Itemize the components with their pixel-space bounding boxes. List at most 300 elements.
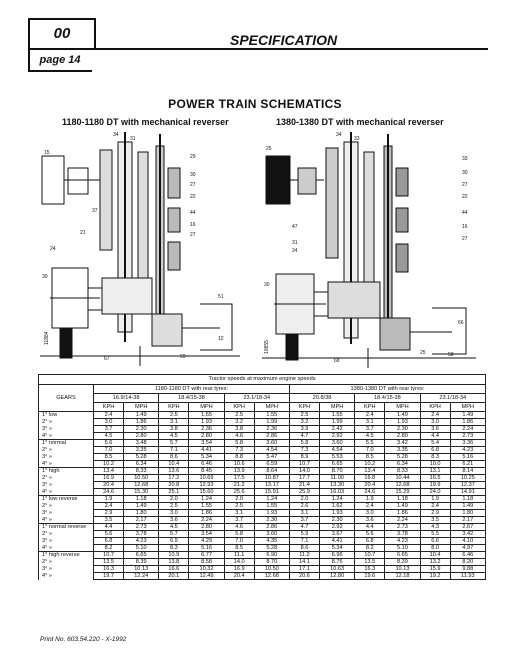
- gear-label: 1° low: [39, 412, 94, 419]
- speed-cell: 7.3: [224, 447, 254, 454]
- table-row: [39, 489, 486, 496]
- svg-text:16: 16: [462, 224, 468, 230]
- speed-cell: 4.29: [189, 538, 224, 545]
- speed-cell: 4.5: [159, 433, 189, 440]
- table-row: [39, 524, 486, 531]
- speed-cell: 10.6: [224, 461, 254, 468]
- speed-cell: 4.5: [355, 433, 385, 440]
- speed-cell: 8.70: [320, 468, 355, 475]
- speed-cell: 8.2: [94, 545, 124, 552]
- speed-cell: 10.32: [189, 566, 224, 573]
- speed-cell: 1.86: [385, 510, 420, 517]
- speed-cell: 16.8: [355, 475, 385, 482]
- speed-cell: 1.49: [450, 412, 485, 419]
- speed-cell: 2.36: [254, 426, 289, 433]
- speed-cell: 3.6: [420, 426, 450, 433]
- speed-cell: 1.9: [94, 496, 124, 503]
- speed-cell: 3.9: [289, 426, 319, 433]
- speed-cell: 3.42: [450, 531, 485, 538]
- speed-cell: 4.4: [355, 524, 385, 531]
- speed-cell: 5.28: [254, 545, 289, 552]
- svg-text:24: 24: [292, 248, 298, 254]
- speed-cell: 8.9: [289, 454, 319, 461]
- speed-cell: 2.4: [94, 503, 124, 510]
- speed-cell: 11.2: [289, 552, 319, 559]
- speed-cell: 1.62: [320, 503, 355, 510]
- table-row: [39, 433, 486, 440]
- svg-text:27: 27: [190, 232, 196, 238]
- speed-cell: 3.78: [385, 531, 420, 538]
- speed-cell: 3.36: [450, 440, 485, 447]
- svg-text:15: 15: [44, 150, 50, 156]
- speed-cell: 1.86: [124, 419, 159, 426]
- svg-text:34: 34: [336, 132, 342, 138]
- speed-cell: 5.8: [224, 440, 254, 447]
- tyre-header: 18.4/15-38: [159, 394, 224, 403]
- gear-label: 2° »: [39, 419, 94, 426]
- svg-text:34: 34: [113, 132, 119, 138]
- tyre-header: 23.1/18-34: [224, 394, 289, 403]
- speed-cell: 12.68: [254, 573, 289, 580]
- speed-cell: 2.17: [450, 517, 485, 524]
- diagram-right-title: 1380-1380 DT with mechanical reverser: [276, 117, 444, 127]
- speed-cell: 1.86: [450, 419, 485, 426]
- svg-text:30: 30: [42, 274, 48, 280]
- diagram-left-title: 1180-1180 DT with mechanical reverser: [62, 117, 229, 127]
- table-row: [39, 419, 486, 426]
- speed-cell: 12.24: [124, 573, 159, 580]
- speed-cell: 4.10: [450, 538, 485, 545]
- speed-cell: 4.41: [189, 447, 224, 454]
- table-row: [39, 510, 486, 517]
- speed-cell: 1.55: [254, 503, 289, 510]
- speed-cell: 2.4: [420, 503, 450, 510]
- svg-text:30: 30: [462, 170, 468, 176]
- speed-cell: 4.54: [254, 447, 289, 454]
- speed-cell: 1.24: [320, 496, 355, 503]
- speed-cell: 13.30: [320, 482, 355, 489]
- speed-cell: 2.9: [420, 510, 450, 517]
- speed-cell: 3.1: [289, 510, 319, 517]
- speed-cell: 4.6: [224, 524, 254, 531]
- speed-cell: 21.4: [289, 482, 319, 489]
- speed-cell: 25.1: [159, 489, 189, 496]
- speed-cell: 10.50: [124, 475, 159, 482]
- speed-cell: 1.80: [124, 510, 159, 517]
- table-row: [39, 545, 486, 552]
- speed-cell: 10.0: [420, 461, 450, 468]
- speed-cell: 3.0: [420, 419, 450, 426]
- speed-cell: 10.87: [254, 475, 289, 482]
- speed-cell: 8.5: [224, 545, 254, 552]
- speed-table-container: [38, 374, 486, 580]
- table-row: [39, 538, 486, 545]
- table-row: [39, 503, 486, 510]
- speed-cell: 10.2: [355, 461, 385, 468]
- table-row: [39, 461, 486, 468]
- speed-cell: 3.0: [355, 510, 385, 517]
- speed-cell: 2.42: [320, 426, 355, 433]
- speed-cell: 1.49: [124, 503, 159, 510]
- speed-cell: 5.34: [320, 545, 355, 552]
- speed-cell: 17.5: [224, 475, 254, 482]
- speed-cell: 10.13: [124, 566, 159, 573]
- table-row: [39, 552, 486, 559]
- gear-label: 2° »: [39, 503, 94, 510]
- speed-cell: 1.93: [189, 419, 224, 426]
- speed-cell: 6.96: [320, 552, 355, 559]
- speed-cell: 2.80: [124, 433, 159, 440]
- speed-cell: 1.18: [450, 496, 485, 503]
- svg-text:24: 24: [50, 246, 56, 252]
- svg-text:12: 12: [218, 336, 224, 342]
- gear-label: 4° »: [39, 573, 94, 580]
- speed-cell: 2.92: [320, 524, 355, 531]
- speed-cell: 10.4: [420, 552, 450, 559]
- svg-text:30: 30: [190, 172, 196, 178]
- speed-cell: 5.8: [224, 531, 254, 538]
- speed-cell: 10.7: [355, 552, 385, 559]
- speed-cell: 5.9: [289, 531, 319, 538]
- speed-cell: 6.34: [124, 461, 159, 468]
- svg-text:22: 22: [190, 194, 196, 200]
- gear-label: 1° high reverse: [39, 552, 94, 559]
- speed-cell: 13.5: [94, 559, 124, 566]
- speed-cell: 3.7: [355, 426, 385, 433]
- gear-label: 1° normal: [39, 440, 94, 447]
- speed-cell: 8.70: [254, 559, 289, 566]
- speed-cell: 5.16: [189, 545, 224, 552]
- speed-cell: 12.68: [385, 482, 420, 489]
- speed-cell: 10.9: [159, 552, 189, 559]
- speed-cell: 1.55: [189, 412, 224, 419]
- unit-mph-header: MPH: [254, 403, 289, 412]
- svg-text:29: 29: [190, 154, 196, 160]
- speed-cell: 2.24: [189, 517, 224, 524]
- svg-text:33: 33: [462, 156, 468, 162]
- speed-cell: 9.88: [450, 566, 485, 573]
- speed-cell: 5.10: [124, 545, 159, 552]
- speed-cell: 20.6: [289, 573, 319, 580]
- speed-cell: 3.7: [94, 426, 124, 433]
- speed-cell: 10.69: [189, 475, 224, 482]
- speed-cell: 5.53: [320, 454, 355, 461]
- svg-text:22: 22: [462, 194, 468, 200]
- speed-cell: 3.60: [254, 531, 289, 538]
- speed-cell: 8.76: [320, 559, 355, 566]
- speed-cell: 12.37: [450, 482, 485, 489]
- gear-label: 3° »: [39, 510, 94, 517]
- speed-cell: 5.4: [420, 440, 450, 447]
- speed-cell: 8.8: [224, 454, 254, 461]
- speed-cell: 5.34: [189, 454, 224, 461]
- speed-cell: 8.3: [159, 545, 189, 552]
- powertrain-schematic-left: [40, 128, 250, 368]
- speed-cell: 12.18: [385, 573, 420, 580]
- table-row: [39, 426, 486, 433]
- speed-cell: 5.28: [124, 454, 159, 461]
- table-row: [39, 447, 486, 454]
- speed-cell: 2.24: [450, 426, 485, 433]
- speed-cell: 10.4: [159, 461, 189, 468]
- speed-cell: 2.80: [189, 524, 224, 531]
- speed-cell: 8.14: [450, 468, 485, 475]
- table-row: [39, 482, 486, 489]
- speed-cell: 16.6: [159, 566, 189, 573]
- unit-mph-header: MPH: [385, 403, 420, 412]
- speed-cell: 11.93: [450, 573, 485, 580]
- unit-mph-header: MPH: [189, 403, 224, 412]
- speed-cell: 8.64: [254, 468, 289, 475]
- svg-text:16: 16: [190, 222, 196, 228]
- speed-cell: 1.99: [320, 419, 355, 426]
- speed-cell: 6.6: [420, 538, 450, 545]
- svg-text:27: 27: [462, 182, 468, 188]
- speed-cell: 15.9: [420, 566, 450, 573]
- speed-cell: 6.46: [450, 552, 485, 559]
- speed-cell: 10.7: [94, 552, 124, 559]
- gear-label: 3° »: [39, 538, 94, 545]
- speed-cell: 2.80: [385, 433, 420, 440]
- speed-cell: 15.91: [254, 489, 289, 496]
- speed-cell: 5.6: [94, 440, 124, 447]
- speed-cell: 3.1: [159, 419, 189, 426]
- speed-cell: 24.6: [355, 489, 385, 496]
- speed-cell: 4.23: [450, 447, 485, 454]
- speed-cell: 3.67: [320, 531, 355, 538]
- speed-cell: 1.49: [124, 412, 159, 419]
- group2-header: 1380-1380 DT with rear tyres:: [289, 385, 485, 394]
- speed-cell: 8.39: [385, 559, 420, 566]
- speed-cell: 4.7: [289, 433, 319, 440]
- speed-cell: 6.65: [385, 552, 420, 559]
- speed-cell: 5.6: [355, 531, 385, 538]
- speed-cell: 1.49: [450, 503, 485, 510]
- speed-cell: 12.49: [189, 573, 224, 580]
- speed-cell: 11.1: [224, 552, 254, 559]
- speed-cell: 14.1: [289, 559, 319, 566]
- speed-cell: 5.47: [254, 454, 289, 461]
- svg-text:31: 31: [292, 240, 298, 246]
- speed-cell: 2.17: [124, 517, 159, 524]
- gear-label: 3° »: [39, 482, 94, 489]
- unit-kph-header: KPH: [355, 403, 385, 412]
- table-row: [39, 573, 486, 580]
- speed-cell: 3.1: [355, 419, 385, 426]
- speed-cell: 3.35: [385, 447, 420, 454]
- speed-cell: 3.60: [320, 440, 355, 447]
- speed-cell: 7.0: [355, 447, 385, 454]
- speed-cell: 3.8: [159, 426, 189, 433]
- speed-cell: 2.4: [355, 503, 385, 510]
- speed-cell: 20.4: [224, 573, 254, 580]
- page-rule: [28, 70, 92, 72]
- speed-cell: 2.0: [224, 496, 254, 503]
- speed-cell: 12.80: [320, 573, 355, 580]
- speed-cell: 20.8: [159, 482, 189, 489]
- speed-cell: 13.8: [159, 559, 189, 566]
- speed-cell: 13.4: [355, 468, 385, 475]
- speed-cell: 4.3: [420, 524, 450, 531]
- gear-label: 2° »: [39, 475, 94, 482]
- speed-cell: 4.4: [420, 433, 450, 440]
- gears-header: GEARS: [39, 385, 94, 412]
- speed-cell: 6.59: [254, 461, 289, 468]
- speed-cell: 6.21: [450, 461, 485, 468]
- page-number: page 14: [39, 54, 81, 66]
- gear-label: 1° normal reverse: [39, 524, 94, 531]
- speed-cell: 3.60: [254, 440, 289, 447]
- speed-cell: 1.55: [189, 503, 224, 510]
- speed-cell: 2.36: [189, 426, 224, 433]
- speed-cell: 1.9: [355, 496, 385, 503]
- gear-label: 2° »: [39, 559, 94, 566]
- table-row: [39, 517, 486, 524]
- speed-cell: 3.6: [355, 517, 385, 524]
- svg-text:31: 31: [130, 136, 136, 142]
- speed-cell: 4.5: [159, 524, 189, 531]
- section-title: POWER TRAIN SCHEMATICS: [168, 97, 342, 111]
- unit-mph-header: MPH: [124, 403, 159, 412]
- svg-text:37: 37: [92, 208, 98, 214]
- speed-cell: 2.5: [289, 412, 319, 419]
- speed-cell: 5.7: [159, 440, 189, 447]
- svg-text:44: 44: [190, 210, 196, 216]
- speed-cell: 16.5: [420, 475, 450, 482]
- speed-cell: 2.6: [289, 503, 319, 510]
- speed-cell: 16.9: [224, 566, 254, 573]
- speed-cell: 8.2: [355, 545, 385, 552]
- speed-cell: 15.60: [189, 489, 224, 496]
- speed-cell: 4.5: [94, 433, 124, 440]
- gear-label: 1° low reverse: [39, 496, 94, 503]
- speed-cell: 2.86: [254, 433, 289, 440]
- speed-cell: 3.0: [94, 419, 124, 426]
- speed-cell: 16.03: [320, 489, 355, 496]
- gear-label: 1° high: [39, 468, 94, 475]
- speed-cell: 6.65: [320, 461, 355, 468]
- speed-cell: 5.5: [355, 440, 385, 447]
- speed-cell: 10.13: [385, 566, 420, 573]
- gear-label: 3° »: [39, 426, 94, 433]
- speed-cell: 4.7: [289, 524, 319, 531]
- svg-text:51: 51: [218, 294, 224, 300]
- speed-cell: 1.24: [254, 496, 289, 503]
- speed-cell: 3.7: [224, 517, 254, 524]
- header-rule: [28, 48, 488, 50]
- speed-cell: 7.1: [289, 538, 319, 545]
- svg-text:33: 33: [354, 136, 360, 142]
- speed-cell: 7.0: [224, 538, 254, 545]
- svg-text:47: 47: [292, 224, 298, 230]
- speed-cell: 19.6: [355, 573, 385, 580]
- speed-cell: 2.80: [189, 433, 224, 440]
- speed-cell: 17.7: [289, 475, 319, 482]
- speed-cell: 6.65: [124, 552, 159, 559]
- speed-cell: 10.63: [320, 566, 355, 573]
- speed-cell: 3.2: [289, 419, 319, 426]
- speed-cell: 6.8: [355, 538, 385, 545]
- tyre-header: 20.8/38: [289, 394, 354, 403]
- speed-cell: 5.6: [94, 531, 124, 538]
- speed-cell: 5.10: [385, 545, 420, 552]
- speed-cell: 8.5: [94, 454, 124, 461]
- speed-cell: 6.8: [94, 538, 124, 545]
- table-row: [39, 412, 486, 419]
- speed-cell: 10.44: [385, 475, 420, 482]
- table-row: [39, 440, 486, 447]
- unit-mph-header: MPH: [450, 403, 485, 412]
- speed-cell: 10.7: [289, 461, 319, 468]
- speed-cell: 3.54: [189, 440, 224, 447]
- speed-cell: 6.34: [385, 461, 420, 468]
- speed-cell: 3.1: [224, 510, 254, 517]
- table-row: [39, 475, 486, 482]
- speed-cell: 1.93: [385, 419, 420, 426]
- speed-cell: 2.67: [450, 524, 485, 531]
- speed-cell: 2.73: [385, 524, 420, 531]
- speed-cell: 1.18: [124, 496, 159, 503]
- svg-text:68: 68: [334, 358, 340, 364]
- speed-cell: 10.50: [254, 566, 289, 573]
- speed-cell: 20.4: [94, 482, 124, 489]
- powertrain-schematic-right: [262, 128, 486, 368]
- speed-cell: 13.6: [159, 468, 189, 475]
- diagram-right-code: 10855: [264, 340, 270, 354]
- speed-cell: 25.6: [224, 489, 254, 496]
- speed-cell: 8.5: [355, 454, 385, 461]
- speed-cell: 4.6: [224, 433, 254, 440]
- tyre-header: 18.4/15-38: [355, 394, 420, 403]
- speed-cell: 5.28: [385, 454, 420, 461]
- unit-kph-header: KPH: [159, 403, 189, 412]
- unit-kph-header: KPH: [224, 403, 254, 412]
- gear-label: 4° »: [39, 461, 94, 468]
- speed-cell: 8.3: [420, 454, 450, 461]
- speed-cell: 4.54: [320, 447, 355, 454]
- speed-cell: 2.92: [320, 433, 355, 440]
- speed-cell: 1.18: [385, 496, 420, 503]
- speed-cell: 2.5: [224, 412, 254, 419]
- speed-cell: 14.91: [450, 489, 485, 496]
- table-caption: Tractor speeds at maximum engine speeds: [38, 374, 486, 384]
- speed-cell: 16.9: [94, 475, 124, 482]
- speed-cell: 6.9: [159, 538, 189, 545]
- speed-cell: 17.1: [289, 566, 319, 573]
- speed-cell: 8.39: [124, 559, 159, 566]
- speed-cell: 1.55: [254, 412, 289, 419]
- speed-cell: 7.3: [289, 447, 319, 454]
- speed-cell: 5.7: [159, 531, 189, 538]
- speed-cell: 4.41: [320, 538, 355, 545]
- table-row: [39, 496, 486, 503]
- speed-cell: 24.0: [420, 489, 450, 496]
- speed-cell: 25.9: [289, 489, 319, 496]
- speed-cell: 2.4: [94, 412, 124, 419]
- speed-cell: 1.86: [189, 510, 224, 517]
- speed-cell: 3.35: [124, 447, 159, 454]
- speed-cell: 5.16: [450, 454, 485, 461]
- speed-cell: 3.7: [289, 517, 319, 524]
- tractor-speed-table: [38, 384, 486, 580]
- speed-cell: 1.24: [189, 496, 224, 503]
- speed-cell: 3.42: [385, 440, 420, 447]
- speed-cell: 3.54: [189, 531, 224, 538]
- speed-cell: 8.33: [385, 468, 420, 475]
- svg-text:67: 67: [104, 356, 110, 362]
- speed-cell: 2.4: [355, 412, 385, 419]
- unit-kph-header: KPH: [289, 403, 319, 412]
